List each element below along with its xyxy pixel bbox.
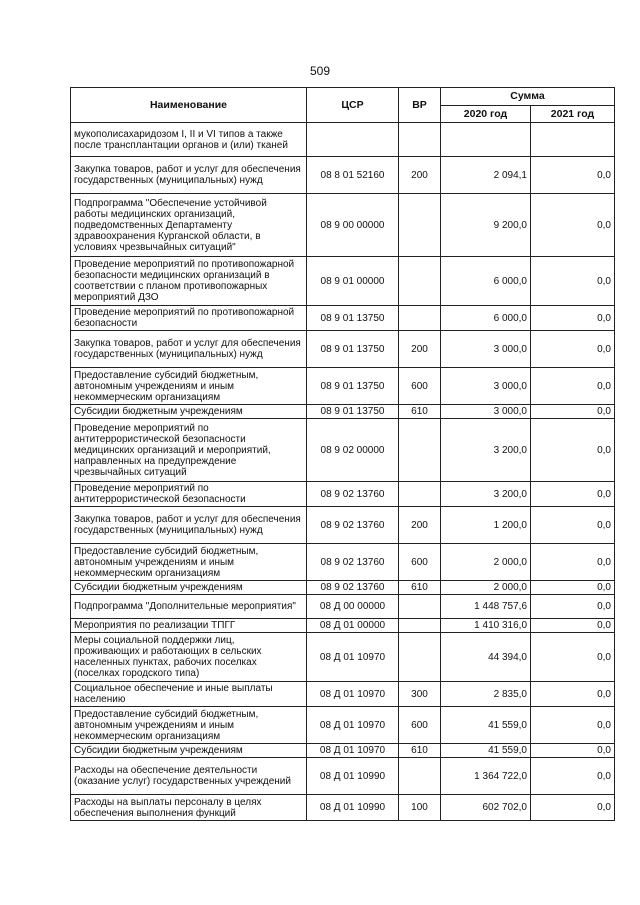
header-vr: ВР [399, 88, 441, 123]
row-2021-cell: 0,0 [531, 682, 615, 707]
row-2020-cell: 44 394,0 [441, 633, 531, 682]
table-row [71, 758, 615, 795]
row-name-cell: Субсидии бюджетным учреждениям [71, 744, 307, 758]
row-csr-cell: 08 Д 01 10970 [307, 707, 399, 744]
row-2020-cell: 3 200,0 [441, 482, 531, 507]
row-2020-cell: 3 000,0 [441, 368, 531, 405]
row-name-cell: Меры социальной поддержки лиц, проживающих и работающих в сельских населенных пунктах, рабочих поселках (поселках городского типа) [71, 633, 307, 682]
row-vr-cell [399, 595, 441, 619]
row-2021-cell: 0,0 [531, 795, 615, 821]
row-csr-cell: 08 Д 01 10970 [307, 633, 399, 682]
table-row [71, 419, 615, 482]
row-2020-cell: 1 200,0 [441, 507, 531, 544]
row-name-cell: Мероприятия по реализации ТПГГ [71, 619, 307, 633]
row-csr-cell: 08 Д 01 00000 [307, 619, 399, 633]
table-row [71, 123, 615, 157]
row-csr-cell: 08 9 02 00000 [307, 419, 399, 482]
table-row [71, 194, 615, 257]
row-vr-cell: 600 [399, 707, 441, 744]
row-csr-cell: 08 9 02 13760 [307, 581, 399, 595]
table-row [71, 482, 615, 507]
row-2020-cell: 41 559,0 [441, 707, 531, 744]
row-2021-cell: 0,0 [531, 157, 615, 194]
row-2021-cell: 0,0 [531, 306, 615, 331]
row-name-cell: Проведение мероприятий по противопожарной безопасности медицинских организаций в соответствии с планом противопожарных мероприятий ДЗО [71, 257, 307, 306]
row-vr-cell: 200 [399, 157, 441, 194]
row-name-cell: Предоставление субсидий бюджетным, автономным учреждениям и иным некоммерческим организациям [71, 368, 307, 405]
row-2021-cell: 0,0 [531, 257, 615, 306]
row-2021-cell: 0,0 [531, 194, 615, 257]
row-vr-cell [399, 633, 441, 682]
row-vr-cell: 600 [399, 544, 441, 581]
table-row [71, 595, 615, 619]
row-2020-cell: 2 094,1 [441, 157, 531, 194]
header-year-2020: 2020 год [441, 106, 531, 123]
row-vr-cell [399, 619, 441, 633]
row-2020-cell: 2 835,0 [441, 682, 531, 707]
row-name-cell: Субсидии бюджетным учреждениям [71, 405, 307, 419]
table-row [71, 619, 615, 633]
row-csr-cell [307, 123, 399, 157]
row-2021-cell: 0,0 [531, 482, 615, 507]
row-name-cell: Закупка товаров, работ и услуг для обеспечения государственных (муниципальных) нужд [71, 507, 307, 544]
row-name-cell: Предоставление субсидий бюджетным, автономным учреждениям и иным некоммерческим организациям [71, 707, 307, 744]
row-2020-cell: 1 364 722,0 [441, 758, 531, 795]
table-row [71, 157, 615, 194]
row-vr-cell: 200 [399, 507, 441, 544]
row-2020-cell: 1 448 757,6 [441, 595, 531, 619]
row-csr-cell: 08 9 01 13750 [307, 306, 399, 331]
table-body [71, 123, 615, 821]
row-csr-cell: 08 Д 00 00000 [307, 595, 399, 619]
row-csr-cell: 08 Д 01 10970 [307, 744, 399, 758]
header-name: Наименование [71, 88, 307, 123]
row-2020-cell [441, 123, 531, 157]
row-2021-cell: 0,0 [531, 331, 615, 368]
row-vr-cell [399, 123, 441, 157]
table-row [71, 306, 615, 331]
row-csr-cell: 08 9 02 13760 [307, 482, 399, 507]
budget-table [70, 87, 615, 821]
table-row [71, 257, 615, 306]
row-csr-cell: 08 9 02 13760 [307, 544, 399, 581]
row-2021-cell: 0,0 [531, 633, 615, 682]
row-2021-cell: 0,0 [531, 758, 615, 795]
row-name-cell: Расходы на выплаты персоналу в целях обеспечения выполнения функций [71, 795, 307, 821]
row-2021-cell: 0,0 [531, 405, 615, 419]
row-2020-cell: 9 200,0 [441, 194, 531, 257]
row-csr-cell: 08 9 01 13750 [307, 405, 399, 419]
header-csr: ЦСР [307, 88, 399, 123]
row-2021-cell: 0,0 [531, 581, 615, 595]
row-2021-cell: 0,0 [531, 619, 615, 633]
table-row [71, 682, 615, 707]
row-2020-cell: 3 200,0 [441, 419, 531, 482]
row-csr-cell: 08 9 00 00000 [307, 194, 399, 257]
row-name-cell: Предоставление субсидий бюджетным, автономным учреждениям и иным некоммерческим организациям [71, 544, 307, 581]
row-name-cell: Закупка товаров, работ и услуг для обеспечения государственных (муниципальных) нужд [71, 157, 307, 194]
row-2020-cell: 602 702,0 [441, 795, 531, 821]
row-2020-cell: 3 000,0 [441, 405, 531, 419]
row-name-cell: Подпрограмма "Дополнительные мероприятия" [71, 595, 307, 619]
table-row [71, 633, 615, 682]
row-2021-cell: 0,0 [531, 707, 615, 744]
row-name-cell: Расходы на обеспечение деятельности (оказание услуг) государственных учреждений [71, 758, 307, 795]
row-2021-cell: 0,0 [531, 544, 615, 581]
row-2020-cell: 6 000,0 [441, 257, 531, 306]
row-name-cell: Проведение мероприятий по антитеррористической безопасности медицинских организаций и мероприятий, направленных на предупреждение чрезвычайных ситуаций [71, 419, 307, 482]
row-csr-cell: 08 Д 01 10970 [307, 682, 399, 707]
row-csr-cell: 08 9 01 13750 [307, 331, 399, 368]
row-name-cell: Субсидии бюджетным учреждениям [71, 581, 307, 595]
row-2020-cell: 3 000,0 [441, 331, 531, 368]
row-vr-cell [399, 758, 441, 795]
row-vr-cell: 100 [399, 795, 441, 821]
table-row [71, 368, 615, 405]
row-name-cell: Закупка товаров, работ и услуг для обеспечения государственных (муниципальных) нужд [71, 331, 307, 368]
table-row [71, 405, 615, 419]
header-sum: Сумма [441, 88, 615, 106]
row-vr-cell [399, 257, 441, 306]
row-2021-cell: 0,0 [531, 507, 615, 544]
row-csr-cell: 08 9 01 13750 [307, 368, 399, 405]
row-vr-cell: 200 [399, 331, 441, 368]
table-row [71, 795, 615, 821]
row-name-cell: Подпрограмма "Обеспечение устойчивой работы медицинских организаций, подведомственных Департаменту здравоохранения Курганской области, в условиях чрезвычайных ситуаций" [71, 194, 307, 257]
table-row [71, 707, 615, 744]
row-2021-cell: 0,0 [531, 419, 615, 482]
header-year-2021: 2021 год [531, 106, 615, 123]
row-vr-cell [399, 419, 441, 482]
table-row [71, 744, 615, 758]
row-2020-cell: 1 410 316,0 [441, 619, 531, 633]
row-vr-cell: 600 [399, 368, 441, 405]
table-row [71, 581, 615, 595]
table-row [71, 331, 615, 368]
row-csr-cell: 08 9 01 00000 [307, 257, 399, 306]
row-vr-cell [399, 306, 441, 331]
row-2021-cell [531, 123, 615, 157]
row-vr-cell: 610 [399, 744, 441, 758]
table-row [71, 544, 615, 581]
table-row [71, 507, 615, 544]
row-csr-cell: 08 9 02 13760 [307, 507, 399, 544]
row-2021-cell: 0,0 [531, 368, 615, 405]
row-2020-cell: 2 000,0 [441, 544, 531, 581]
row-name-cell: Проведение мероприятий по противопожарной безопасности [71, 306, 307, 331]
row-name-cell: мукополисахаридозом I, II и VI типов а также после трансплантации органов и (или) тканей [71, 123, 307, 157]
row-csr-cell: 08 Д 01 10990 [307, 795, 399, 821]
row-csr-cell: 08 Д 01 10990 [307, 758, 399, 795]
row-2021-cell: 0,0 [531, 595, 615, 619]
row-2020-cell: 2 000,0 [441, 581, 531, 595]
row-csr-cell: 08 8 01 52160 [307, 157, 399, 194]
row-vr-cell [399, 194, 441, 257]
row-vr-cell [399, 482, 441, 507]
row-vr-cell: 610 [399, 405, 441, 419]
page-number: 509 [309, 64, 331, 78]
row-name-cell: Социальное обеспечение и иные выплаты населению [71, 682, 307, 707]
row-vr-cell: 300 [399, 682, 441, 707]
row-name-cell: Проведение мероприятий по антитеррористической безопасности [71, 482, 307, 507]
row-2020-cell: 6 000,0 [441, 306, 531, 331]
row-vr-cell: 610 [399, 581, 441, 595]
row-2020-cell: 41 559,0 [441, 744, 531, 758]
row-2021-cell: 0,0 [531, 744, 615, 758]
